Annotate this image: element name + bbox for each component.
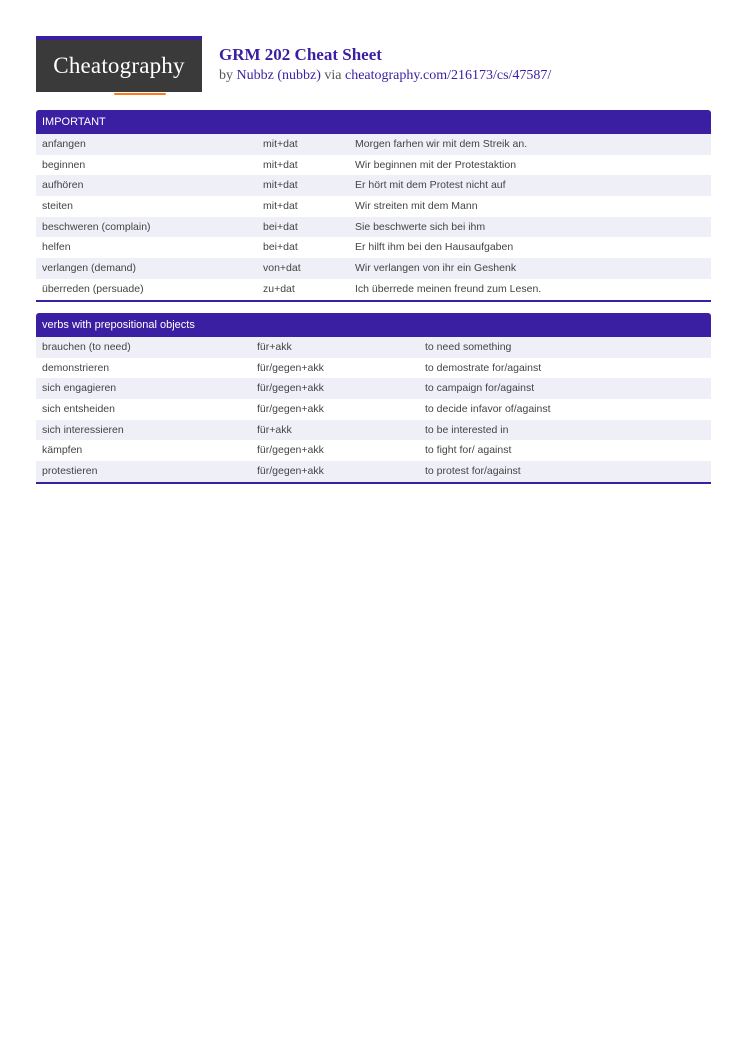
cell-prep: mit+dat (263, 200, 298, 213)
cell-example: Ich überrede meinen freund zum Lesen. (355, 282, 542, 295)
table-row (36, 134, 711, 155)
table-row (36, 358, 711, 379)
cell-meaning: to campaign for/against (425, 382, 535, 395)
cell-meaning: to decide infavor of/against (425, 403, 551, 416)
table-row (36, 461, 711, 482)
byline-via: via (324, 68, 342, 83)
table-row (36, 399, 711, 420)
cell-verb: steiten (42, 200, 73, 213)
table-row (36, 337, 711, 358)
cell-prep: bei+dat (263, 241, 298, 254)
table-row (36, 175, 711, 196)
logo-text: Cheatography (53, 53, 185, 78)
table-row (36, 155, 711, 176)
cell-verb: brauchen (to need) (42, 341, 131, 353)
table-row (36, 279, 711, 300)
cell-example: Wir beginnen mit der Protestaktion (355, 158, 517, 171)
table-row (36, 440, 711, 461)
cell-meaning: to need something (425, 341, 512, 353)
cell-meaning: to be interested in (425, 423, 509, 436)
table-row (36, 237, 711, 258)
cell-verb: beschweren (complain) (42, 220, 151, 233)
section-important (36, 110, 711, 302)
cell-prep: zu+dat (263, 282, 295, 295)
cell-meaning: to protest for/against (425, 465, 521, 478)
table-row (36, 420, 711, 441)
cell-prep: für/gegen+akk (257, 403, 324, 416)
cell-example: Er hilft ihm bei den Hausaufgaben (355, 241, 514, 254)
cell-prep: für+akk (257, 341, 292, 353)
cheatography-logo[interactable] (36, 36, 202, 92)
important-rows (36, 134, 711, 300)
cell-verb: überreden (persuade) (42, 282, 144, 295)
author-link[interactable]: Nubbz (nubbz) (236, 68, 321, 83)
cell-prep: bei+dat (263, 220, 298, 233)
section-header-important: IMPORTANT (36, 110, 711, 134)
cell-example: Sie beschwerte sich bei ihm (355, 220, 486, 233)
cell-verb: beginnen (42, 158, 86, 171)
table-row (36, 217, 711, 238)
cell-verb: sich entsheiden (42, 403, 115, 416)
cell-prep: mit+dat (263, 179, 298, 192)
cell-prep: für/gegen+akk (257, 382, 324, 395)
title-block (219, 44, 551, 86)
cell-verb: sich interessieren (42, 423, 124, 436)
cell-verb: verlangen (demand) (42, 262, 136, 275)
byline (219, 66, 551, 86)
cell-verb: protestieren (42, 465, 98, 478)
cell-example: Morgen farhen wir mit dem Streik an. (355, 138, 528, 150)
section-verbs (36, 313, 711, 484)
logo-swoosh-icon (114, 93, 166, 95)
cell-verb: aufhören (42, 179, 84, 192)
cell-prep: mit+dat (263, 158, 298, 171)
verbs-rows (36, 337, 711, 482)
cell-verb: helfen (42, 241, 71, 254)
cell-meaning: to demostrate for/against (425, 361, 542, 374)
cell-example: Er hört mit dem Protest nicht auf (355, 179, 506, 192)
sheet-url-link[interactable]: cheatography.com/216173/cs/47587/ (344, 68, 552, 83)
cell-verb: sich engagieren (42, 382, 117, 395)
cell-meaning: to fight for/ against (425, 444, 512, 457)
cell-prep: für/gegen+akk (257, 465, 324, 478)
cell-example: Wir verlangen von ihr ein Geshenk (355, 262, 517, 275)
cell-prep: mit+dat (263, 138, 298, 150)
cell-prep: für/gegen+akk (257, 361, 324, 374)
cell-verb: demonstrieren (42, 361, 110, 374)
cell-verb: kämpfen (42, 444, 83, 457)
cell-prep: für+akk (257, 423, 292, 436)
page-title: GRM 202 Cheat Sheet (219, 45, 382, 64)
table-row (36, 258, 711, 279)
cell-prep: von+dat (263, 262, 301, 275)
section-header-verbs: verbs with prepositional objects (36, 313, 711, 337)
cell-example: Wir streiten mit dem Mann (355, 200, 478, 213)
table-row (36, 196, 711, 217)
byline-prefix: by (219, 68, 233, 83)
table-row (36, 378, 711, 399)
cell-verb: anfangen (42, 138, 86, 150)
cell-prep: für/gegen+akk (257, 444, 324, 457)
